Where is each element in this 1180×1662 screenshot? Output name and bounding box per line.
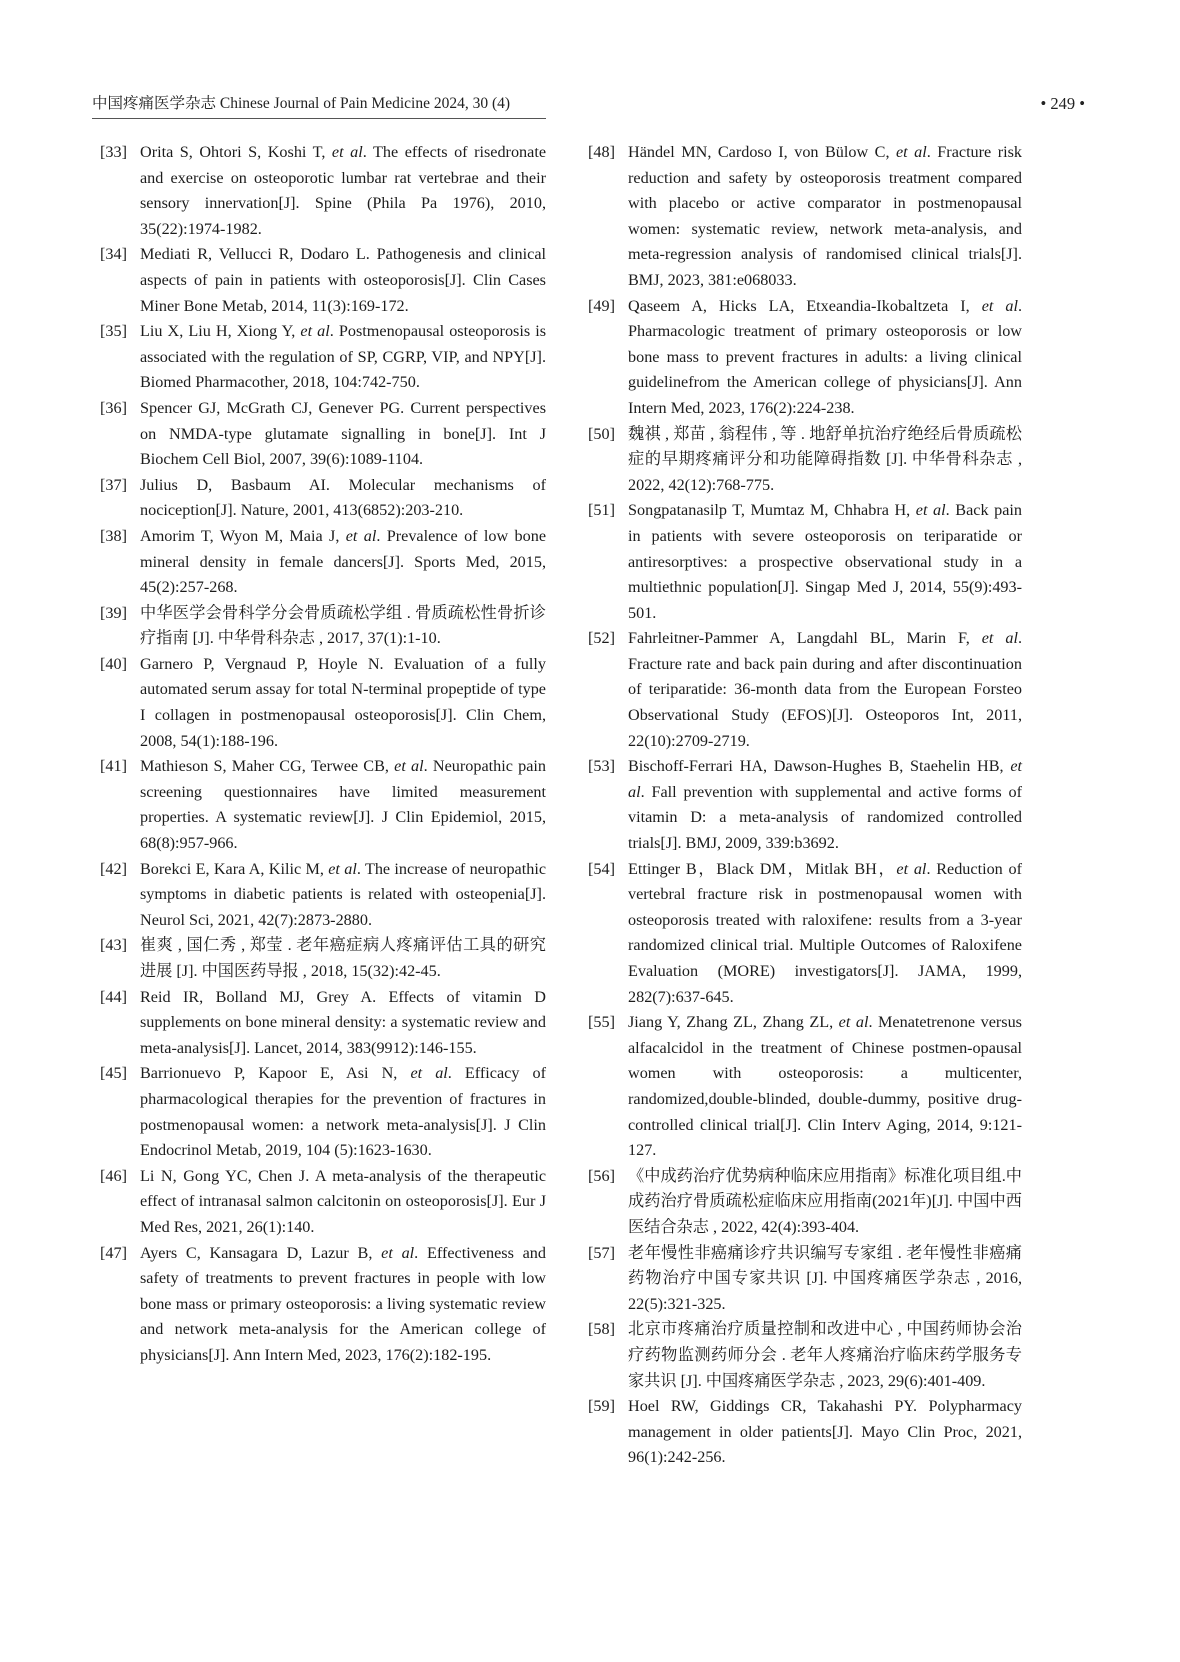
reference-item: [588, 1394, 1022, 1471]
reference-item: [100, 319, 546, 396]
reference-item: [588, 140, 1022, 294]
reference-text: [140, 319, 546, 396]
reference-text: [628, 140, 1022, 294]
reference-item: [100, 652, 546, 754]
reference-text: [140, 652, 546, 754]
reference-text: [628, 1164, 1022, 1241]
reference-number: [48]: [588, 143, 615, 161]
reference-item: [588, 1010, 1022, 1164]
reference-text-main: Reid IR, Bolland MJ, Grey A. Effects of vitamin D supplements on bone mineral density: a systematic review and meta-analysis[J]. Lancet, 2014, 383(9912):146-155.: [140, 987, 546, 1057]
reference-text: [628, 422, 1022, 499]
reference-number: [55]: [588, 1013, 615, 1032]
reference-text-main: Barrionuevo P, Kapoor E, Asi N,: [140, 1064, 411, 1083]
reference-number: [54]: [588, 859, 615, 878]
reference-et-al: et al: [381, 1243, 415, 1262]
reference-number: [45]: [100, 1064, 127, 1083]
reference-item: [100, 473, 546, 524]
reference-text: [140, 140, 546, 242]
reference-text-main: 《中成药治疗优势病种临床应用指南》标准化项目组.中成药治疗骨质疏松症临床应用指南(2021年)[J]. 中国中西医结合杂志 , 2022, 42(4):393-404.: [628, 1166, 1022, 1236]
reference-text: [140, 396, 546, 473]
reference-text-main: Garnero P, Vergnaud P, Hoyle N. Evaluation of a fully automated serum assay for total N-terminal propeptide of type I collagen in postmenopausal osteoporosis[J]. Clin Chem, 2008, 54(1):188-196.: [140, 654, 546, 750]
reference-text-rest: . Effectiveness and safety of treatments to prevent fractures in people with low bone mass or primary osteoporosis: a living systematic review and network meta-analysis for the American college of physicians[J]. Ann Intern Med, 2023, 176(2):182-195.: [140, 1243, 546, 1364]
reference-item: [588, 1317, 1022, 1394]
page-header: [92, 94, 1085, 120]
reference-item: [100, 524, 546, 601]
reference-text: [140, 601, 546, 652]
reference-et-al: et al: [394, 757, 424, 776]
reference-text: [628, 498, 1022, 626]
reference-text-main: Borekci E, Kara A, Kilic M,: [140, 859, 329, 878]
reference-text-main: Li N, Gong YC, Chen J. A meta-analysis of the therapeutic effect of intranasal salmon calcitonin on osteoporosis[J]. Eur J Med Res, 2021, 26(1):140.: [140, 1166, 546, 1236]
reference-item: [588, 498, 1022, 626]
reference-text: [140, 933, 546, 984]
reference-text-main: Jiang Y, Zhang ZL, Zhang ZL,: [628, 1013, 839, 1032]
reference-text-main: 崔爽 , 国仁秀 , 郑莹 . 老年癌症病人疼痛评估工具的研究进展 [J]. 中国医药导报 , 2018, 15(32):42-45.: [140, 936, 546, 980]
reference-text-main: Fahrleitner-Pammer A, Langdahl BL, Marin F,: [628, 629, 982, 648]
reference-text-main: Qaseem A, Hicks LA, Etxeandia-Ikobaltzeta I,: [628, 296, 982, 315]
reference-number: [37]: [100, 475, 127, 494]
reference-text-main: Ayers C, Kansagara D, Lazur B,: [140, 1243, 382, 1262]
reference-number: [49]: [588, 296, 615, 315]
reference-item: [100, 1241, 546, 1369]
reference-number: [46]: [100, 1166, 127, 1185]
reference-et-al: et al: [345, 526, 377, 545]
reference-text-main: Liu X, Liu H, Xiong Y,: [140, 322, 301, 341]
reference-item: [100, 933, 546, 984]
reference-number: [58]: [588, 1320, 615, 1339]
reference-item: [100, 242, 546, 319]
reference-et-al: et al: [896, 859, 927, 878]
reference-text: [628, 1394, 1022, 1471]
reference-text: [628, 1317, 1022, 1394]
reference-text-rest: . Efficacy of pharmacological therapies for the prevention of fractures in postmenopausal women: a network meta-analysis[J]. J Clin Endocrinol Metab, 2019, 104 (5):1623-1630.: [140, 1064, 546, 1160]
reference-text: [140, 1241, 546, 1369]
reference-item: [100, 140, 546, 242]
reference-text-main: Mediati R, Vellucci R, Dodaro L. Pathogenesis and clinical aspects of pain in patients with osteoporosis[J]. Clin Cases Miner Bone Metab, 2014, 11(3):169-172.: [140, 245, 546, 315]
reference-text-rest: . Fracture rate and back pain during and after discontinuation of teriparatide: 36-month data from the European Forsteo Observational Study (EFOS)[J]. Osteoporos Int, 2011, 22(10):2709-2719.: [628, 629, 1023, 750]
reference-text-rest: . Pharmacologic treatment of primary osteoporosis or low bone mass to prevent fractures in adults: a living clinical guidelinefrom the American college of physicians[J]. Ann Intern Med, 2023, 176(2):224-238.: [628, 296, 1022, 417]
reference-text-main: 老年慢性非癌痛诊疗共识编写专家组 . 老年慢性非癌痛药物治疗中国专家共识 [J]. 中国疼痛医学杂志 , 2016, 22(5):321-325.: [628, 1243, 1022, 1313]
reference-text: [140, 985, 546, 1062]
reference-et-al: et al: [981, 296, 1018, 315]
reference-et-al: et al: [300, 322, 330, 341]
reference-item: [588, 754, 1022, 856]
reference-number: [33]: [100, 143, 127, 161]
reference-number: [44]: [100, 987, 127, 1006]
reference-et-al: et al: [896, 143, 927, 161]
reference-text: [140, 754, 546, 856]
reference-text-main: Händel MN, Cardoso I, von Bülow C,: [628, 143, 896, 161]
reference-number: [56]: [588, 1166, 615, 1185]
reference-et-al: et al: [328, 859, 357, 878]
reference-item: [588, 1164, 1022, 1241]
reference-text-rest: . Fall prevention with supplemental and active forms of vitamin D: a meta-analysis of randomized controlled trials[J]. BMJ, 2009, 339:b3692.: [628, 782, 1022, 853]
reference-text-main: Julius D, Basbaum AI. Molecular mechanisms of nociception[J]. Nature, 2001, 413(6852):203-210.: [140, 475, 546, 520]
reference-number: [41]: [100, 757, 127, 776]
reference-text-main: Songpatanasilp T, Mumtaz M, Chhabra H,: [628, 501, 916, 520]
reference-text-main: 魏祺 , 郑苗 , 翁程伟 , 等 . 地舒单抗治疗绝经后骨质疏松症的早期疼痛评分和功能障碍指数 [J]. 中华骨科杂志 , 2022, 42(12):768-775.: [628, 424, 1022, 494]
reference-number: [38]: [100, 526, 127, 545]
reference-text-rest: . Back pain in patients with severe osteoporosis on teriparatide or antiresorptives: a prospective observational study in a multiethnic population[J]. Singap Med J, 2014, 55(9):493-501.: [628, 501, 1022, 622]
reference-number: [51]: [588, 501, 615, 520]
reference-number: [40]: [100, 654, 127, 673]
reference-number: [59]: [588, 1397, 615, 1416]
reference-text: [628, 294, 1022, 422]
reference-number: [50]: [588, 424, 615, 443]
reference-number: [52]: [588, 629, 615, 648]
reference-number: [36]: [100, 398, 127, 417]
reference-item: [588, 857, 1022, 1011]
reference-text: [628, 1010, 1022, 1164]
reference-number: [43]: [100, 936, 127, 955]
reference-text: [140, 1061, 546, 1163]
reference-text-main: Mathieson S, Maher CG, Terwee CB,: [140, 757, 395, 776]
reference-et-al: et al: [915, 501, 946, 520]
reference-et-al: et al: [410, 1064, 448, 1083]
reference-et-al: et al: [331, 143, 363, 161]
reference-text-main: Hoel RW, Giddings CR, Takahashi PY. Polypharmacy management in older patients[J]. Mayo Clin Proc, 2021, 96(1):242-256.: [628, 1397, 1022, 1467]
reference-text: [140, 524, 546, 601]
reference-column-right: [588, 140, 1022, 1471]
reference-number: [47]: [100, 1243, 127, 1262]
reference-item: [100, 857, 546, 934]
reference-et-al: et al: [838, 1013, 869, 1032]
reference-text-rest: . Fracture risk reduction and safety by osteoporosis treatment compared with placebo or active comparator in postmenopausal women: systematic review, network meta-analysis, and meta-regression analysis of randomised clinical trials[J]. BMJ, 2023, 381:e068033.: [628, 143, 1023, 289]
reference-text-main: Bischoff-Ferrari HA, Dawson-Hughes B, Staehelin HB,: [628, 757, 1011, 776]
reference-text-main: Spencer GJ, McGrath CJ, Genever PG. Current perspectives on NMDA-type glutamate signalling in bone[J]. Int J Biochem Cell Biol, 2007, 39(6):1089-1104.: [140, 398, 546, 469]
reference-item: [588, 294, 1022, 422]
reference-item: [100, 1061, 546, 1163]
journal-title: 中国疼痛医学杂志 Chinese Journal of Pain Medicine 2024, 30 (4): [92, 95, 511, 112]
reference-number: [34]: [100, 245, 127, 264]
reference-column-left: [100, 140, 546, 1369]
reference-text-rest: . Postmenopausal osteoporosis is associated with the regulation of SP, CGRP, VIP, and NPY[J]. Biomed Pharmacother, 2018, 104:742-750.: [140, 322, 547, 392]
reference-text: [140, 242, 546, 319]
reference-number: [57]: [588, 1243, 615, 1262]
reference-text-main: Orita S, Ohtori S, Koshi T,: [140, 143, 332, 161]
reference-text: [628, 1241, 1022, 1318]
reference-number: [42]: [100, 859, 127, 878]
reference-item: [100, 754, 546, 856]
header-rule: [92, 118, 546, 119]
reference-et-al: et al: [628, 757, 1022, 801]
reference-number: [39]: [100, 603, 127, 622]
reference-text: [140, 857, 546, 934]
reference-item: [100, 601, 546, 652]
reference-text-rest: . The increase of neuropathic symptoms in diabetic patients is related with osteopenia[J]. Neurol Sci, 2021, 42(7):2873-2880.: [140, 859, 547, 929]
reference-item: [100, 1164, 546, 1241]
reference-text-main: Amorim T, Wyon M, Maia J,: [140, 526, 346, 545]
reference-text-main: 北京市疼痛治疗质量控制和改进中心 , 中国药师协会治疗药物监测药师分会 . 老年人疼痛治疗临床药学服务专家共识 [J]. 中国疼痛医学杂志 , 2023, 29(6):401-409.: [628, 1320, 1022, 1390]
page-number: • 249 •: [1040, 94, 1085, 113]
reference-text-rest: . The effects of risedronate and exercise on osteoporotic lumbar rat vertebrae and their sensory innervation[J]. Spine (Phila Pa 1976), 2010, 35(22):1974-1982.: [140, 143, 547, 238]
reference-text: [628, 857, 1022, 1011]
reference-text-rest: . Neuropathic pain screening questionnaires have limited measurement properties. A systematic review[J]. J Clin Epidemiol, 2015, 68(8):957-966.: [140, 757, 546, 853]
reference-text-main: Ettinger B，Black DM，Mitlak BH，: [628, 859, 897, 878]
reference-text-rest: . Prevalence of low bone mineral density in female dancers[J]. Sports Med, 2015, 45(2):257-268.: [140, 526, 547, 597]
reference-item: [100, 985, 546, 1062]
reference-item: [100, 396, 546, 473]
reference-item: [588, 626, 1022, 754]
reference-text: [628, 754, 1022, 856]
reference-number: [53]: [588, 757, 615, 776]
reference-item: [588, 422, 1022, 499]
reference-text-rest: . Menatetrenone versus alfacalcidol in the treatment of Chinese postmen-opausal women with osteoporosis: a multicenter, randomized,double-blinded, double-dummy, positive drug-controlled clinical trial[J]. Clin Interv Aging, 2014, 9:121-127.: [628, 1013, 1022, 1160]
reference-text-rest: . Reduction of vertebral fracture risk in postmenopausal women with osteoporosis treated with raloxifene: results from a 3-year randomized clinical trial. Multiple Outcomes of Raloxifene Evaluation (MORE) investigators[J]. JAMA, 1999, 282(7):637-645.: [628, 859, 1022, 1006]
reference-text-main: 中华医学会骨科学分会骨质疏松学组 . 骨质疏松性骨折诊疗指南 [J]. 中华骨科杂志 , 2017, 37(1):1-10.: [140, 603, 546, 648]
reference-text: [140, 1164, 546, 1241]
reference-text: [140, 473, 546, 524]
reference-et-al: et al: [981, 629, 1018, 648]
reference-text: [628, 626, 1022, 754]
reference-number: [35]: [100, 322, 127, 341]
reference-item: [588, 1241, 1022, 1318]
